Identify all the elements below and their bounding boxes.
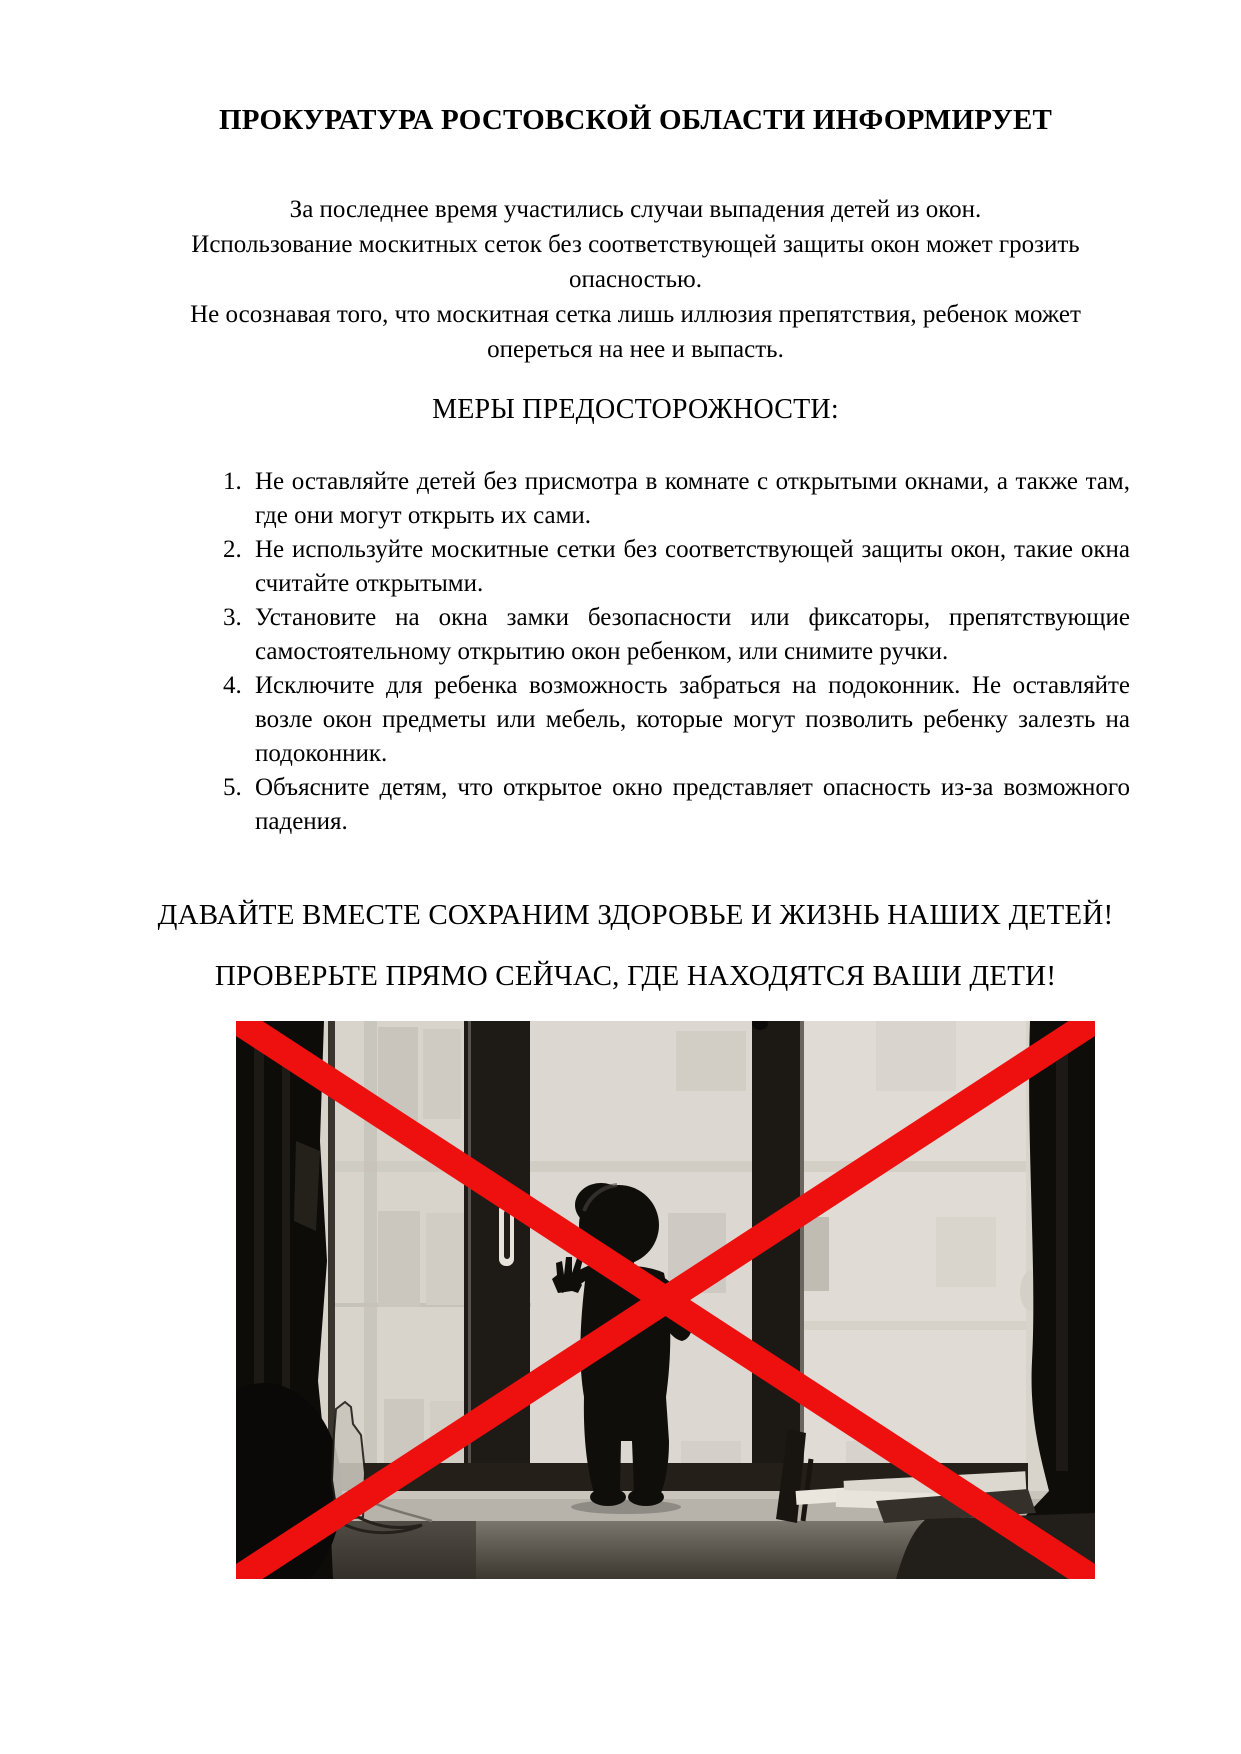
slogan-secondary: ПРОВЕРЬТЕ ПРЯМО СЕЙЧАС, ГДЕ НАХОДЯТСЯ ВАШИ ДЕТИ! bbox=[214, 960, 1057, 992]
intro-sentence-1: За последнее время участились случаи выпадения детей из окон. bbox=[289, 196, 982, 223]
page-title: ПРОКУРАТУРА РОСТОВСКОЙ ОБЛАСТИ ИНФОРМИРУЕТ bbox=[218, 104, 1053, 136]
list-item: 1. Не оставляйте детей без присмотра в комнате с открытыми окнами, а также там, где они могут открыть их сами. bbox=[248, 465, 1130, 533]
list-item: 3. Установите на окна замки безопасности или фиксаторы, препятствующие самостоятельному открытию окон ребенком, или снимите ручки. bbox=[248, 601, 1130, 669]
warning-photo bbox=[236, 1021, 1095, 1579]
intro-paragraph bbox=[141, 192, 1130, 367]
list-item: 2. Не используйте москитные сетки без соответствующей защиты окон, такие окна считайте открытыми. bbox=[248, 533, 1130, 601]
intro-sentence-2: Использование москитных сеток без соответствующей защиты окон может грозить опасностью. bbox=[191, 231, 1080, 293]
child-on-windowsill-photo bbox=[236, 1021, 1095, 1579]
slogan-primary: ДАВАЙТЕ ВМЕСТЕ СОХРАНИМ ЗДОРОВЬЕ И ЖИЗНЬ НАШИХ ДЕТЕЙ! bbox=[157, 899, 1114, 931]
precautions-heading: МЕРЫ ПРЕДОСТОРОЖНОСТИ: bbox=[432, 394, 839, 425]
list-item: 5. Объясните детям, что открытое окно представляет опасность из-за возможного падения. bbox=[248, 771, 1130, 839]
precautions-list bbox=[141, 465, 1130, 839]
list-item: 4. Исключите для ребенка возможность забраться на подоконник. Не оставляйте возле окон предметы или мебель, которые могут позволить ребенку залезть на подоконник. bbox=[248, 669, 1130, 771]
intro-sentence-3: Не осознавая того, что москитная сетка лишь иллюзия препятствия, ребенок может опереться на нее и выпасть. bbox=[190, 301, 1081, 363]
